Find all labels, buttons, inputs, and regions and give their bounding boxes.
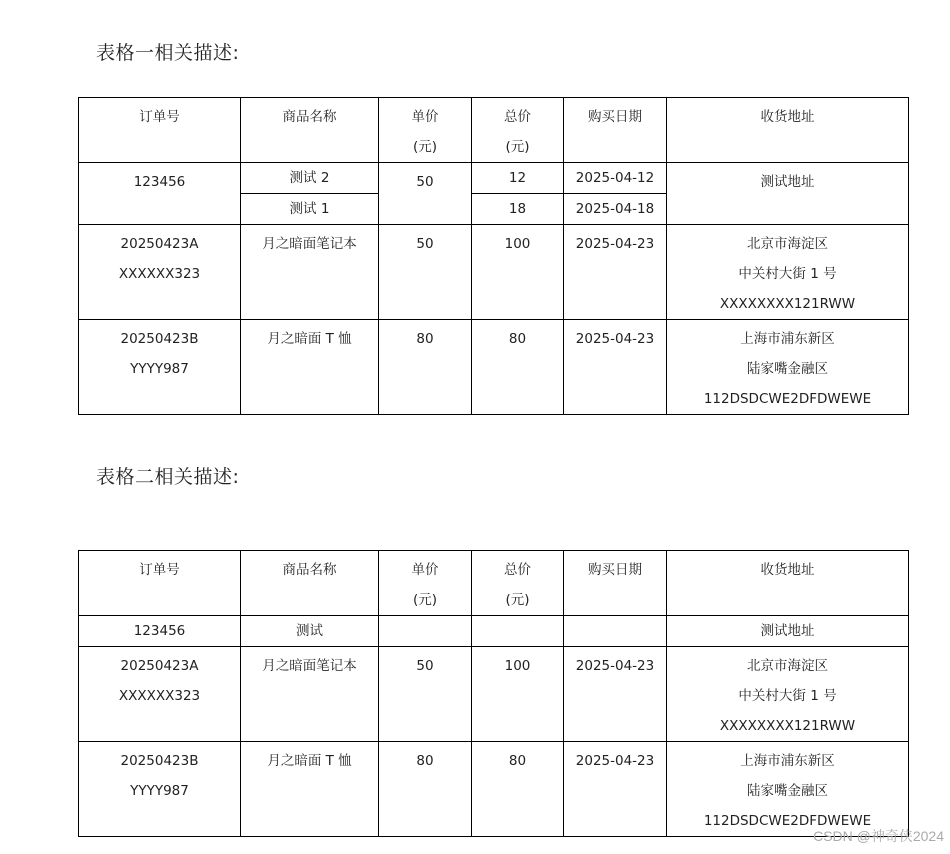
date-cell: 2025-04-23 <box>564 225 667 320</box>
address-cell: 北京市海淀区 中关村大街 1 号 XXXXXXXX121RWW <box>667 225 909 320</box>
unit-price-cell: 50 <box>379 225 472 320</box>
product-cell: 测试 1 <box>241 194 379 225</box>
header-order-no: 订单号 <box>79 551 241 616</box>
header-address: 收货地址 <box>667 98 909 163</box>
product-cell: 月之暗面笔记本 <box>241 647 379 742</box>
header-product: 商品名称 <box>241 551 379 616</box>
total-price-cell: 100 <box>472 225 564 320</box>
product-cell: 测试 <box>241 616 379 647</box>
table-row <box>79 163 909 194</box>
product-cell: 测试 2 <box>241 163 379 194</box>
header-product: 商品名称 <box>241 98 379 163</box>
product-cell: 月之暗面笔记本 <box>241 225 379 320</box>
table-row <box>79 320 909 415</box>
address-cell: 测试地址 <box>667 616 909 647</box>
table-row <box>79 742 909 837</box>
order-no-cell: 20250423A XXXXXX323 <box>79 225 241 320</box>
date-cell: 2025-04-23 <box>564 647 667 742</box>
header-date: 购买日期 <box>564 551 667 616</box>
address-cell: 测试地址 <box>667 163 909 225</box>
total-price-cell <box>472 616 564 647</box>
address-cell: 上海市浦东新区 陆家嘴金融区 112DSDCWE2DFDWEWE <box>667 742 909 837</box>
header-unit-price: 单价 (元) <box>379 551 472 616</box>
table-header-row <box>79 98 909 163</box>
watermark: CSDN @神奇侠2024 <box>813 828 944 844</box>
orders-table-2 <box>78 550 909 837</box>
date-cell: 2025-04-12 <box>564 163 667 194</box>
product-cell: 月之暗面 T 恤 <box>241 320 379 415</box>
header-total-price: 总价 (元) <box>472 98 564 163</box>
order-no-cell: 20250423B YYYY987 <box>79 742 241 837</box>
section-title-2: 表格二相关描述: <box>96 466 240 488</box>
header-order-no: 订单号 <box>79 98 241 163</box>
unit-price-cell <box>379 616 472 647</box>
order-no-cell: 20250423B YYYY987 <box>79 320 241 415</box>
total-price-cell: 18 <box>472 194 564 225</box>
total-price-cell: 12 <box>472 163 564 194</box>
unit-price-cell: 50 <box>379 163 472 225</box>
order-no-cell: 20250423A XXXXXX323 <box>79 647 241 742</box>
total-price-cell: 100 <box>472 647 564 742</box>
unit-price-cell: 80 <box>379 742 472 837</box>
date-cell: 2025-04-23 <box>564 742 667 837</box>
total-price-cell: 80 <box>472 742 564 837</box>
section-title-1: 表格一相关描述: <box>96 42 240 64</box>
address-cell: 北京市海淀区 中关村大街 1 号 XXXXXXXX121RWW <box>667 647 909 742</box>
unit-price-cell: 50 <box>379 647 472 742</box>
product-cell: 月之暗面 T 恤 <box>241 742 379 837</box>
header-date: 购买日期 <box>564 98 667 163</box>
total-price-cell: 80 <box>472 320 564 415</box>
date-cell: 2025-04-23 <box>564 320 667 415</box>
order-no-cell: 123456 <box>79 163 241 225</box>
table-row <box>79 225 909 320</box>
date-cell: 2025-04-18 <box>564 194 667 225</box>
header-total-price: 总价 (元) <box>472 551 564 616</box>
date-cell <box>564 616 667 647</box>
unit-price-cell: 80 <box>379 320 472 415</box>
address-cell: 上海市浦东新区 陆家嘴金融区 112DSDCWE2DFDWEWE <box>667 320 909 415</box>
header-unit-price: 单价 (元) <box>379 98 472 163</box>
orders-table-1 <box>78 97 909 415</box>
header-address: 收货地址 <box>667 551 909 616</box>
table-header-row <box>79 551 909 616</box>
table-row <box>79 647 909 742</box>
order-no-cell: 123456 <box>79 616 241 647</box>
table-row <box>79 616 909 647</box>
